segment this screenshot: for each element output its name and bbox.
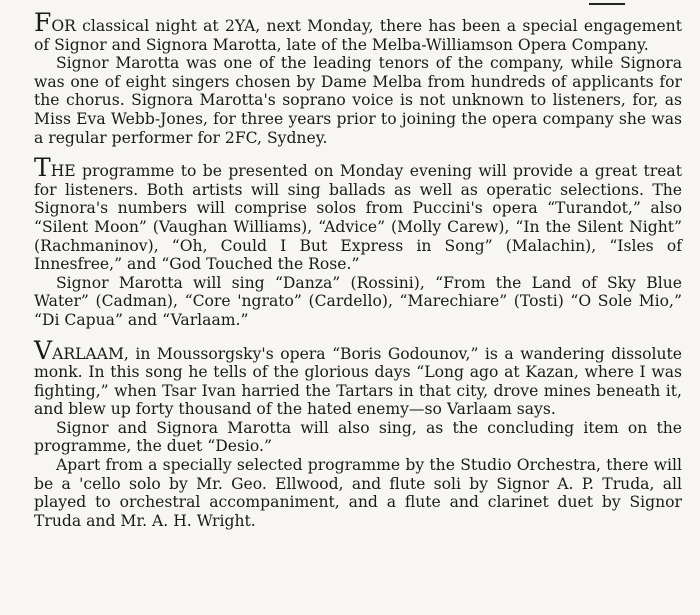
paragraph: Signor Marotta was one of the leading tenors of the company, while Signora was one of eight singers chosen by Dame Melba from hundreds of applicants for the chorus. Signora Marotta's soprano voice is not unknown to listeners, for, as Miss Eva Webb-Jones, for three years prior to joining the opera company she was a regular performer for 2FC, Sydney. <box>34 54 682 147</box>
drop-cap: T <box>34 153 51 183</box>
paragraph: Apart from a specially selected programme by the Studio Orchestra, there will be a 'cello solo by Mr. Geo. Ellwood, and flute soli by Signor A. P. Truda, all played to orchestral accompaniment, and a flute and clarinet duet by Signor Truda and Mr. A. H. Wright. <box>34 456 682 530</box>
drop-cap: V <box>34 335 53 365</box>
top-rule <box>589 3 625 5</box>
paragraph: Signor and Signora Marotta will also sing, as the concluding item on the programme, the duet “Desio.” <box>34 418 682 456</box>
paragraph-text: ARLAAM, in Moussorgsky's opera “Boris Godounov,” is a wandering dissolute monk. In this song he tells of the glorious days “Long ago at Kazan, where I was fighting,” when Tsar Ivan harried the Tartars in that city, drove mines beneath it, and blew up forty thousand of the hated enemy—so Varlaam says. <box>34 344 682 419</box>
paragraph: Signor Marotta will sing “Danza” (Rossini), “From the Land of Sky Blue Water” (Cadman), “Core 'ngrato” (Cardello), “Marechiare” (Tosti) “O Sole Mio,” “Di Capua” and “Varlaam.” <box>34 273 682 329</box>
section-varlaam <box>34 335 682 531</box>
paragraph <box>34 153 682 274</box>
section-programme <box>34 153 682 329</box>
paragraph-text: OR classical night at 2YA, next Monday, there has been a special engagement of Signor and Signora Marotta, late of the Melba-Williamson Opera Company. <box>34 17 682 54</box>
article <box>34 8 682 542</box>
drop-cap: F <box>34 8 52 37</box>
paragraph-text: HE programme to be presented on Monday evening will provide a great treat for listeners. Both artists will sing ballads as well as operatic selections. The Signora's numbers will comprise solos from Puccini's opera “Turandot,” also “Silent Moon” (Vaughan Williams), “Advice” (Molly Carew), “In the Silent Night” (Rachmaninov), “Oh, Could I But Express in Song” (Malachin), “Isles of Innesfree,” and “God Touched the Rose.” <box>34 162 682 274</box>
paragraph <box>34 8 682 54</box>
section-marotta-engagement <box>34 8 682 147</box>
paragraph <box>34 335 682 419</box>
